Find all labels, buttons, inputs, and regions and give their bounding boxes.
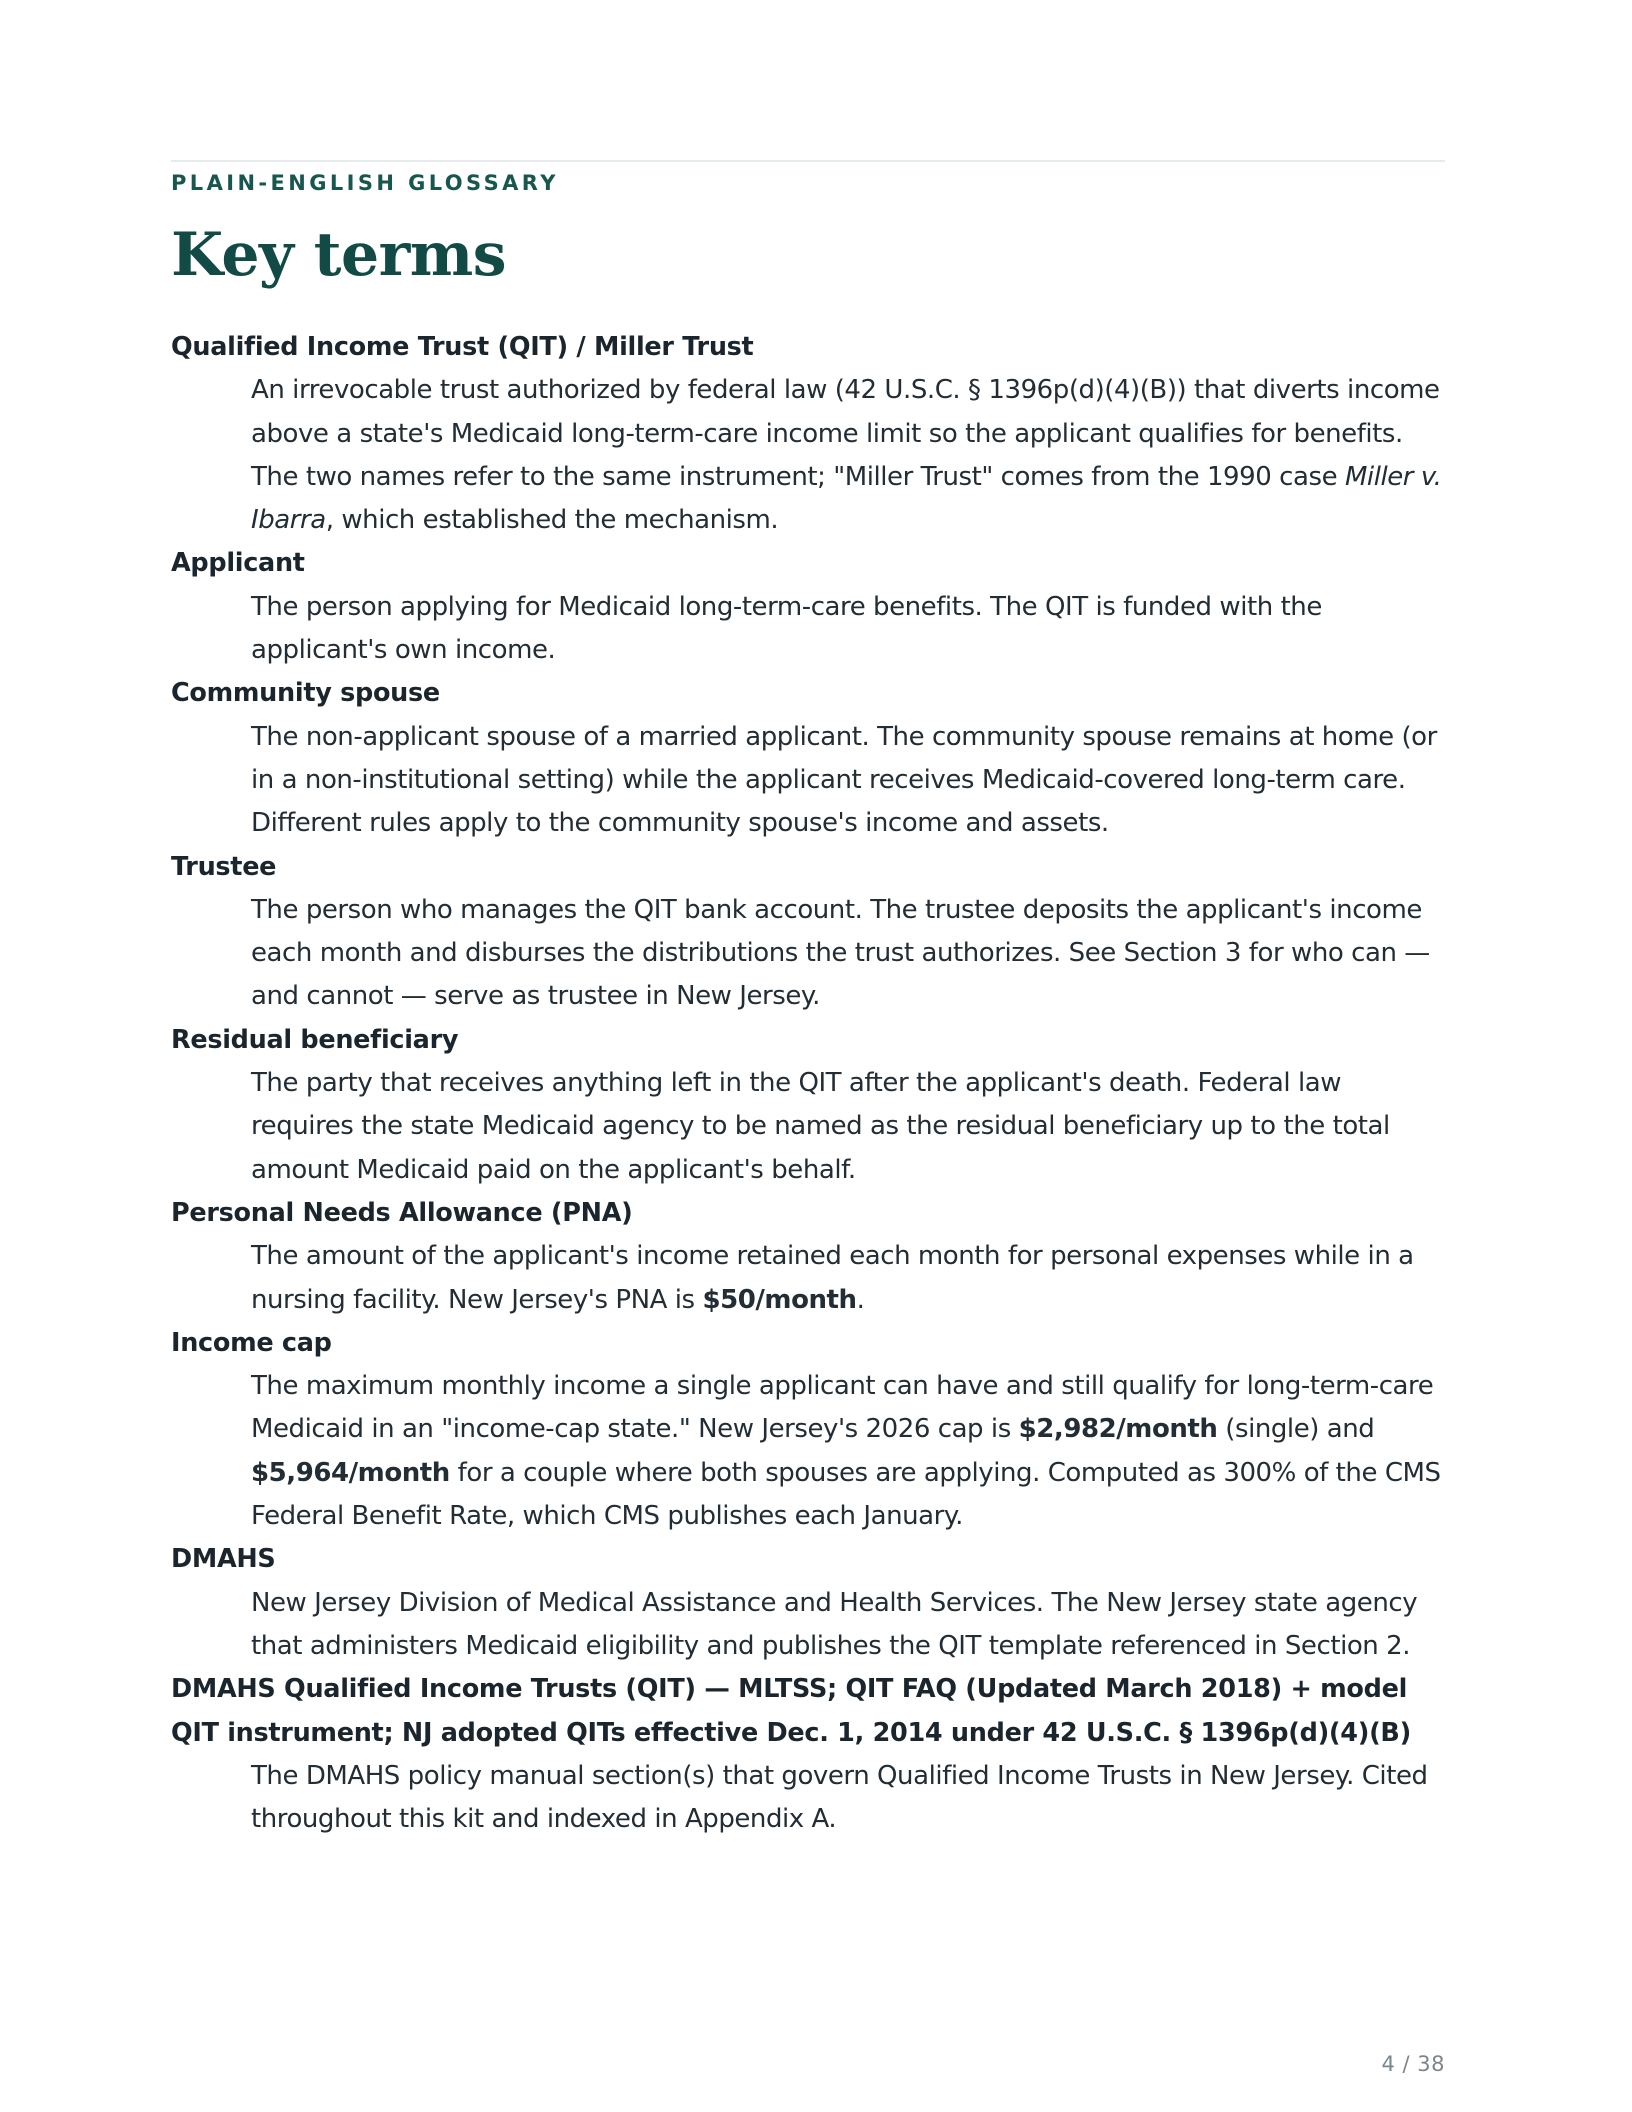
- glossary-definition: [251, 1235, 1445, 1322]
- couple-cap-amount: $5,964/month: [251, 1457, 450, 1488]
- glossary-term: DMAHS Qualified Income Trusts (QIT) — MLTSS; QIT FAQ (Updated March 2018) + model QIT instrument; NJ adopted QITs effective Dec. 1, 2014 under 42 U.S.C. § 1396p(d)(4)(B): [171, 1674, 1411, 1748]
- pna-amount: $50/month: [702, 1284, 857, 1315]
- glossary-term: Trustee: [171, 851, 277, 882]
- glossary-definition: New Jersey Division of Medical Assistance and Health Services. The New Jersey state agency that administers Medicaid eligibility and publishes the QIT template referenced in Section 2.: [251, 1587, 1418, 1661]
- glossary-term: Residual beneficiary: [171, 1024, 459, 1055]
- definition-text: The amount of the applicant's income retained each month for personal expenses while in a nursing facility. New Jersey's PNA is: [251, 1241, 1414, 1315]
- glossary-term: Personal Needs Allowance (PNA): [171, 1197, 633, 1228]
- top-rule: [171, 160, 1445, 162]
- glossary-definition: [251, 1365, 1445, 1538]
- document-page: [171, 160, 1445, 1841]
- definition-text: An irrevocable trust authorized by federal law (42 U.S.C. § 1396p(d)(4)(B)) that diverts income above a state's Medicaid long-term-care income limit so the applicant qualifies for benefits. The two names refer to the same instrument; "Miller Trust" comes from the 1990 case: [251, 375, 1440, 492]
- glossary-term: Community spouse: [171, 678, 440, 709]
- definition-text: , which established the mechanism.: [325, 505, 779, 536]
- section-eyebrow: PLAIN-ENGLISH GLOSSARY: [171, 171, 559, 195]
- glossary-term: DMAHS: [171, 1544, 276, 1575]
- single-cap-amount: $2,982/month: [1018, 1414, 1218, 1445]
- glossary-term: Income cap: [171, 1327, 332, 1358]
- definition-text: The maximum monthly income a single applicant can have and still qualify for long-term-care Medicaid in an "income-cap state." New Jersey's 2026 cap is: [251, 1371, 1434, 1445]
- definition-text: for a couple where both spouses are applying. Computed as 300% of the CMS Federal Benefit Rate, which CMS publishes each January.: [251, 1457, 1441, 1532]
- glossary-definition: The non-applicant spouse of a married applicant. The community spouse remains at home (or in a non-institutional setting) while the applicant receives Medicaid-covered long-term care. Different rules apply to the community spouse's income and assets.: [251, 721, 1437, 839]
- case-name-italic: Miller v. Ibarra: [251, 461, 1442, 536]
- page-number: 4 / 38: [1381, 2052, 1445, 2076]
- definition-text: .: [856, 1284, 865, 1315]
- page-title: Key terms: [171, 220, 507, 290]
- glossary-term: Qualified Income Trust (QIT) / Miller Trust: [171, 332, 754, 362]
- glossary-definition: The person who manages the QIT bank account. The trustee deposits the applicant's income each month and disburses the distributions the trust authorizes. See Section 3 for who can — and cannot — serve as trustee in New Jersey.: [251, 894, 1430, 1012]
- glossary-definition: The party that receives anything left in the QIT after the applicant's death. Federal law requires the state Medicaid agency to be named as the residual beneficiary up to the total amount Medicaid paid on the applicant's behalf.: [251, 1068, 1390, 1185]
- glossary-definition: The DMAHS policy manual section(s) that govern Qualified Income Trusts in New Jersey. Cited throughout this kit and indexed in Appendix A.: [251, 1760, 1428, 1835]
- definition-text: (single) and: [1217, 1414, 1375, 1445]
- glossary-definition: [251, 369, 1445, 542]
- glossary-list: [171, 326, 1445, 1841]
- glossary-definition: The person applying for Medicaid long-term-care benefits. The QIT is funded with the applicant's own income.: [251, 591, 1322, 666]
- glossary-term: Applicant: [171, 548, 305, 579]
